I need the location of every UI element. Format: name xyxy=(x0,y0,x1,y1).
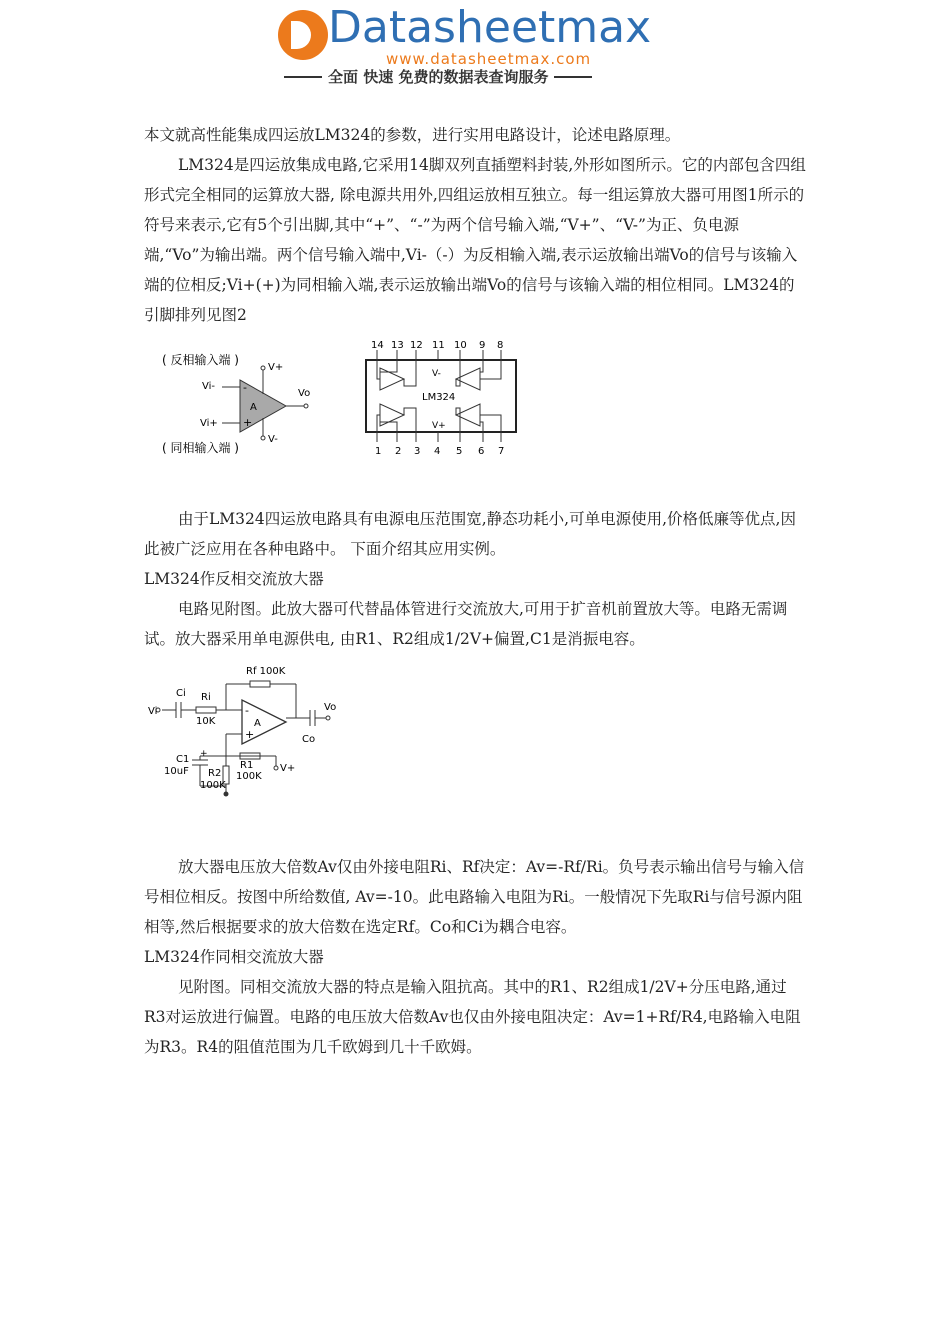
chip-label: LM324 xyxy=(422,392,456,403)
r1-label: R1 xyxy=(240,760,254,771)
bottom-pin-label: 3 xyxy=(414,446,421,457)
vminus-label: V- xyxy=(432,369,441,379)
paragraph-noninverting-circuit: 见附图。同相交流放大器的特点是输入阻抗高。其中的R1、R2组成1/2V+分压电路,通过R3对运放进行偏置。电路的电压放大倍数Av也仅由外接电阻决定：Av=1+Rf/R4,电路输入电阻为R3。R4的阻值范围为几千欧姆到几十千欧姆。 xyxy=(144,978,801,1056)
vo-label: Vo xyxy=(298,388,311,399)
vi-label: Vi xyxy=(148,706,158,717)
vminus-terminal xyxy=(261,436,265,440)
vminus-label: V- xyxy=(268,434,278,445)
logo-url: www.datasheetmax.com xyxy=(386,50,592,68)
tagline-left-dash xyxy=(284,76,322,78)
noninv-input-label: ( 同相输入端 ) xyxy=(162,441,239,455)
paragraph-gain-description: 放大器电压放大倍数Av仅由外接电阻Ri、Rf决定：Av=-Rf/Ri。负号表示输出信号与输入信号相位相反。按图中所给数值, Av=-10。此电路输入电阻为Ri。一般情况下先取Ri与信号源内阻相等,然后根据要求的放大倍数在选定Rf。Co和Ci为耦合电容。 xyxy=(144,858,805,936)
r1-value: 100K xyxy=(236,771,262,782)
paragraph-applications: 由于LM324四运放电路具有电源电压范围宽,静态功耗小,可单电源使用,价格低廉等优点,因此被广泛应用在各种电路中。 下面介绍其应用实例。 xyxy=(144,510,796,558)
datasheetmax-logo xyxy=(278,2,652,86)
vo-label: Vo xyxy=(324,702,337,713)
top-pin-label: 14 xyxy=(371,340,384,351)
opamp-label: A xyxy=(250,402,257,413)
logo-name: Datasheetmax xyxy=(328,2,652,53)
minus-sign: - xyxy=(245,704,249,717)
opamp-symbol-figure xyxy=(150,340,330,460)
top-pin-label: 12 xyxy=(410,340,423,351)
c1-label: C1 xyxy=(176,754,190,765)
logo-mark-icon xyxy=(278,10,328,60)
co-label: Co xyxy=(302,734,316,745)
r2-label: R2 xyxy=(208,768,222,779)
ri-value: 10K xyxy=(196,716,216,727)
plus-sign: + xyxy=(245,728,255,741)
top-pin-label: 13 xyxy=(391,340,404,351)
top-pin-label: 11 xyxy=(432,340,445,351)
c1-value: 10uF xyxy=(164,766,189,777)
minus-sign: - xyxy=(243,381,247,394)
vplus-terminal xyxy=(274,766,278,770)
ri-label: Ri xyxy=(201,692,211,703)
tagline-right-dash xyxy=(554,76,592,78)
vi-plus-label: Vi+ xyxy=(200,418,218,429)
bottom-pin-label: 5 xyxy=(456,446,463,457)
r2-value: 100K xyxy=(200,780,226,791)
bottom-pin-label: 7 xyxy=(498,446,505,457)
bottom-pin-label: 4 xyxy=(434,446,441,457)
vi-minus-label: Vi- xyxy=(202,381,216,392)
bottom-pin-label: 2 xyxy=(395,446,402,457)
vplus-terminal xyxy=(261,366,265,370)
vo-terminal xyxy=(326,716,330,720)
top-pin-label: 10 xyxy=(454,340,467,351)
rf-label: Rf 100K xyxy=(246,666,286,677)
logo-tagline xyxy=(284,66,624,87)
vo-terminal xyxy=(304,404,308,408)
vplus-label: V+ xyxy=(280,763,296,774)
vplus-label: V+ xyxy=(432,421,446,431)
inverting-amplifier-schematic xyxy=(146,660,346,810)
tagline-text: 全面 快速 免费的数据表查询服务 xyxy=(328,68,549,86)
heading-noninverting-amplifier: LM324作同相交流放大器 xyxy=(144,948,324,966)
lm324-pinout-figure xyxy=(360,336,530,460)
ci-label: Ci xyxy=(176,688,186,699)
heading-inverting-amplifier: LM324作反相交流放大器 xyxy=(144,570,324,588)
vplus-label: V+ xyxy=(268,362,284,373)
bottom-pin-label: 1 xyxy=(375,446,382,457)
plus-sign: + xyxy=(243,416,253,429)
paragraph-intro: 本文就高性能集成四运放LM324的参数，进行实用电路设计，论述电路原理。 xyxy=(144,126,681,144)
ground-node xyxy=(224,792,229,797)
opamp-label: A xyxy=(254,718,261,729)
paragraph-lm324-description: LM324是四运放集成电路,它采用14脚双列直插塑料封装,外形如图所示。它的内部包含四组形式完全相同的运算放大器, 除电源共用外,四组运放相互独立。每一组运算放大器可用图1所示的符号来表示,它有5个引出脚,其中“+”、“-”为两个信号输入端,“V+”、“V-”为正、负电源端,“Vo”为输出端。两个信号输入端中,Vi-（-）为反相输入端,表示运放输出端Vo的信号与该输入端的位相反;Vi+(+)为同相输入端,表示运放输出端Vo的信号与该输入端的相位相同。LM324的 引脚排列见图2 xyxy=(144,156,806,324)
c1-plus-sign: + xyxy=(200,749,208,759)
inv-input-label: ( 反相输入端 ) xyxy=(162,353,239,367)
top-pin-label: 8 xyxy=(497,340,504,351)
bottom-pin-label: 6 xyxy=(478,446,485,457)
top-pin-label: 9 xyxy=(479,340,486,351)
paragraph-inverting-circuit: 电路见附图。此放大器可代替晶体管进行交流放大,可用于扩音机前置放大等。电路无需调试。放大器采用单电源供电, 由R1、R2组成1/2V+偏置,C1是消振电容。 xyxy=(144,600,788,648)
